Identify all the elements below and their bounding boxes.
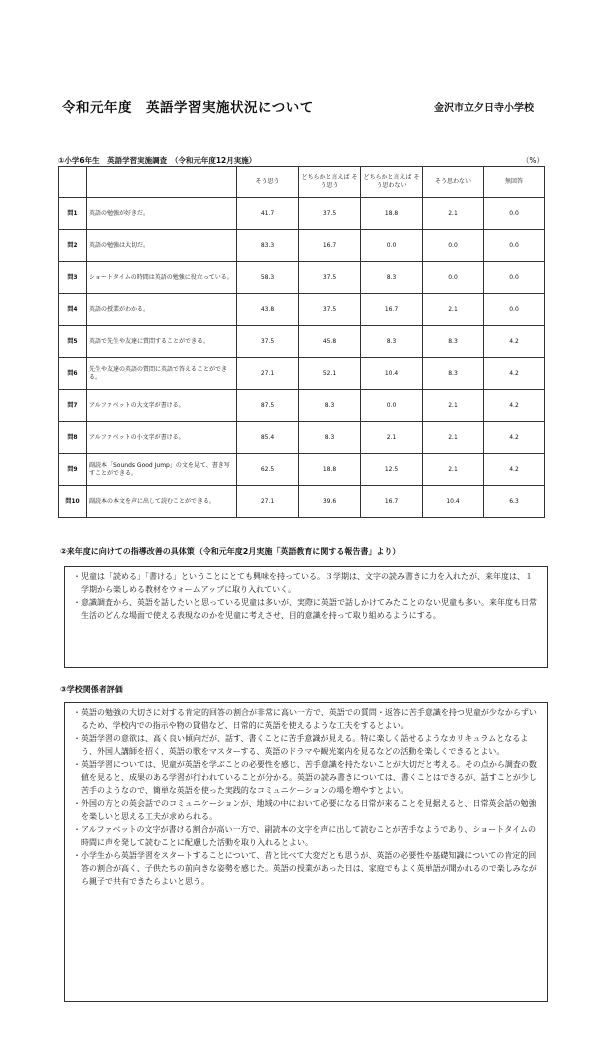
value-cell: 8.3 <box>299 422 361 454</box>
value-cell: 10.4 <box>361 358 423 390</box>
table-row <box>59 294 545 326</box>
list-item <box>73 823 539 849</box>
question-text: 副読本「Sounds Good Jump」の文を見て、書き写すことができる。 <box>87 454 237 486</box>
list-item <box>73 732 539 758</box>
question-number: 問4 <box>59 294 87 326</box>
list-item-text: 児童は「読める」「書ける」ということにとても興味を持っている。３学期は、文字の読み書きに力を入れたが、来年度は、１学期から楽しめる教材をウォームアップに取り入れていく。 <box>81 572 533 594</box>
value-cell: 27.1 <box>237 358 299 390</box>
section3-box <box>64 702 548 1002</box>
bullet-marker: ・ <box>73 799 81 808</box>
value-cell: 58.3 <box>237 262 299 294</box>
value-cell: 2.1 <box>423 454 484 486</box>
value-cell: 2.1 <box>423 390 484 422</box>
value-cell: 16.7 <box>361 486 423 518</box>
question-text: 英語の勉強は大切だ。 <box>87 230 237 262</box>
value-cell: 37.5 <box>299 198 361 230</box>
table-row <box>59 262 545 294</box>
value-cell: 2.1 <box>423 422 484 454</box>
value-cell: 0.0 <box>423 262 484 294</box>
value-cell: 18.8 <box>361 198 423 230</box>
unit-label: （%） <box>521 156 544 165</box>
value-cell: 8.3 <box>361 262 423 294</box>
value-cell: 43.8 <box>237 294 299 326</box>
table-row <box>59 486 545 518</box>
question-text: 副読本の本文を声に出して読むことができる。 <box>87 486 237 518</box>
value-cell: 6.3 <box>484 486 545 518</box>
section3-heading: ③学校関係者評価 <box>60 685 123 694</box>
question-number: 問2 <box>59 230 87 262</box>
column-header: そう思う <box>237 167 299 198</box>
value-cell: 41.7 <box>237 198 299 230</box>
column-header: 無回答 <box>484 167 545 198</box>
question-text: ショートタイムの時間は英語の勉強に役立っている。 <box>87 262 237 294</box>
list-item-text: 意識調査から、英語を話したいと思っている児童は多いが、実際に英語で話しかけてみたことのない児童も多い。来年度も日常生活のどんな場面で使える表現なのかを児童に考えさせ、目的意識を持って取り組めるようにする。 <box>81 598 537 620</box>
table-row <box>59 326 545 358</box>
column-header: そう思わない <box>423 167 484 198</box>
value-cell: 37.5 <box>299 262 361 294</box>
title-row <box>62 96 542 116</box>
question-text: アルファベットの大文字が書ける。 <box>87 390 237 422</box>
section2-heading: ②来年度に向けての指導改善の具体策（令和元年度2月実施「英語教育に関する報告書」より） <box>60 547 401 556</box>
list-item <box>73 596 539 622</box>
value-cell: 8.3 <box>299 390 361 422</box>
value-cell: 39.6 <box>299 486 361 518</box>
list-item-text: アルファベットの文字が書ける割合が高い一方で、副読本の文字を声に出して読むことが苦手なようであり、ショートタイムの時間に声を発して読むことに配慮した活動を取り入れるとよい。 <box>81 825 537 847</box>
question-number: 問8 <box>59 422 87 454</box>
value-cell: 52.1 <box>299 358 361 390</box>
list-item <box>73 849 539 888</box>
list-item <box>73 570 539 596</box>
question-text: 英語で先生や友達に質問することができる。 <box>87 326 237 358</box>
value-cell: 85.4 <box>237 422 299 454</box>
value-cell: 2.1 <box>423 294 484 326</box>
value-cell: 16.7 <box>299 230 361 262</box>
table-row <box>59 198 545 230</box>
section1-title: ①小学6年生 英語学習実施調査 （令和元年度12月実施） <box>58 156 257 165</box>
document-title: 令和元年度 英語学習実施状況について <box>62 100 314 116</box>
bullet-marker: ・ <box>73 734 81 743</box>
header-blank <box>87 167 237 198</box>
value-cell: 2.1 <box>423 198 484 230</box>
value-cell: 0.0 <box>484 198 545 230</box>
value-cell: 16.7 <box>361 294 423 326</box>
question-number: 問9 <box>59 454 87 486</box>
section3-list <box>73 706 539 888</box>
question-text: 英語の授業がわかる。 <box>87 294 237 326</box>
value-cell: 37.5 <box>299 294 361 326</box>
list-item-text: 英語学習については、児童が英語を学ぶことの必要性を感じ、苦手意識を持たないことが大切だと考える。その点から調査の数値を見ると、成果のある学習が行われていることが分かる。英語の読み書きについては、書くことはできるが、話すことが少し苦手のようなので、簡単な英語を使った実践的なコミュニケーションの場を増やすとよい。 <box>81 760 537 795</box>
value-cell: 8.3 <box>361 326 423 358</box>
question-text: 英語の勉強が好きだ。 <box>87 198 237 230</box>
value-cell: 4.2 <box>484 422 545 454</box>
list-item <box>73 797 539 823</box>
question-text: アルファベットの小文字が書ける。 <box>87 422 237 454</box>
table-row <box>59 390 545 422</box>
question-number: 問7 <box>59 390 87 422</box>
section2-list <box>73 570 539 622</box>
column-header: どちらかと言えば そう思う <box>299 167 361 198</box>
table-header-row <box>59 167 545 198</box>
value-cell: 0.0 <box>484 230 545 262</box>
list-item <box>73 706 539 732</box>
question-text: 先生や友達の英語の質問に英語で答えることができる。 <box>87 358 237 390</box>
question-number: 問5 <box>59 326 87 358</box>
value-cell: 8.3 <box>423 326 484 358</box>
question-number: 問3 <box>59 262 87 294</box>
survey-table <box>58 166 545 518</box>
value-cell: 0.0 <box>361 230 423 262</box>
value-cell: 87.5 <box>237 390 299 422</box>
list-item-text: 小学生から英語学習をスタートすることについて、昔と比べて大変だとも思うが、英語の必要性や基礎知識についての肯定的回答の割合が高く、子供たちの前向きな姿勢を感じた。英語の授業があった日は、家庭でもよく英単語が聞かれるので楽しみながら親子で共有できたらよいと思う。 <box>81 851 537 886</box>
value-cell: 4.2 <box>484 390 545 422</box>
list-item <box>73 758 539 797</box>
bullet-marker: ・ <box>73 825 81 834</box>
question-number: 問1 <box>59 198 87 230</box>
question-number: 問6 <box>59 358 87 390</box>
value-cell: 0.0 <box>484 262 545 294</box>
value-cell: 4.2 <box>484 326 545 358</box>
bullet-marker: ・ <box>73 708 81 717</box>
header-blank <box>59 167 87 198</box>
value-cell: 0.0 <box>361 390 423 422</box>
table-row <box>59 422 545 454</box>
bullet-marker: ・ <box>73 851 81 860</box>
value-cell: 37.5 <box>237 326 299 358</box>
value-cell: 45.8 <box>299 326 361 358</box>
list-item-text: 英語学習の意欲は、高く良い傾向だが、話す、書くことに苦手意識が見える。特に楽しく話せるようなカリキュラムとなるよう、外国人講師を招く、英語の歌をマスターする、英語のドラマや観光案内を見るなどの活動を楽しくできるとよい。 <box>81 734 529 756</box>
section2-box <box>64 566 548 668</box>
value-cell: 8.3 <box>423 358 484 390</box>
bullet-marker: ・ <box>73 572 81 581</box>
bullet-marker: ・ <box>73 598 81 607</box>
value-cell: 62.5 <box>237 454 299 486</box>
value-cell: 0.0 <box>423 230 484 262</box>
table-row <box>59 454 545 486</box>
question-number: 問10 <box>59 486 87 518</box>
value-cell: 2.1 <box>361 422 423 454</box>
table-row <box>59 230 545 262</box>
value-cell: 27.1 <box>237 486 299 518</box>
value-cell: 4.2 <box>484 454 545 486</box>
list-item-text: 外国の方との英会話でのコミュニケーションが、地域の中において必要になる日常が来ることを見据えると、日常英会話の勉強を楽しいと思える工夫が求められる。 <box>81 799 537 821</box>
value-cell: 83.3 <box>237 230 299 262</box>
value-cell: 0.0 <box>484 294 545 326</box>
section1-heading <box>58 155 544 166</box>
value-cell: 4.2 <box>484 358 545 390</box>
school-name: 金沢市立夕日寺小学校 <box>434 103 534 114</box>
list-item-text: 英語の勉強の大切さに対する肯定的回答の割合が非常に高い一方で、英語での質問・返答に苦手意識を持つ児童が少なからずいるため、学校内での指示や物の貸借など、日常的に英語を使えるような工夫をするとよい。 <box>81 708 537 730</box>
value-cell: 10.4 <box>423 486 484 518</box>
bullet-marker: ・ <box>73 760 81 769</box>
table-row <box>59 358 545 390</box>
value-cell: 18.8 <box>299 454 361 486</box>
column-header: どちらかと言えば そう思わない <box>361 167 423 198</box>
value-cell: 12.5 <box>361 454 423 486</box>
